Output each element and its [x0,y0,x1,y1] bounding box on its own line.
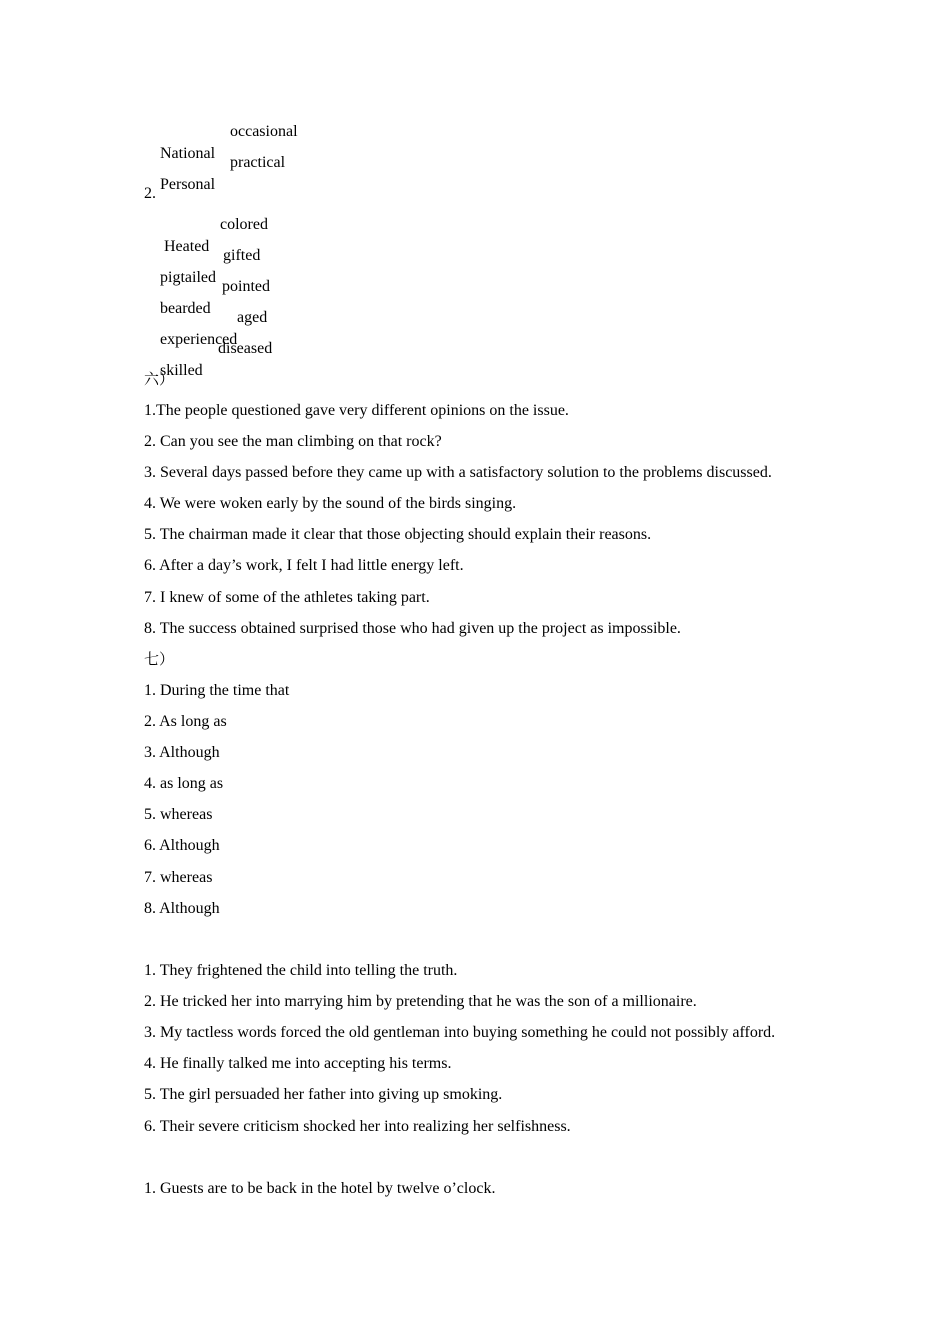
section-heading: 七） [144,650,175,668]
list-item: 1. They frightened the child into telling the truth. [144,962,458,979]
list-item: 2. As long as [144,713,227,730]
list-item: 5. The girl persuaded her father into giving up smoking. [144,1086,503,1103]
word-pair-row [148,214,268,255]
word-right: gifted [223,247,261,264]
list-item: 8. The success obtained surprised those who had given up the project as impossible. [144,620,681,637]
list-item: 4. He finally talked me into accepting his terms. [144,1055,452,1072]
list-item: 6. Their severe criticism shocked her into realizing her selfishness. [144,1118,571,1135]
item-number-label: 2. [144,185,156,202]
word-pair-row [144,307,268,348]
list-item: 7. I knew of some of the athletes taking part. [144,589,430,606]
list-item: 1. Guests are to be back in the hotel by twelve o’clock. [144,1180,496,1197]
list-item: 2. Can you see the man climbing on that rock? [144,433,442,450]
word-pair-row [144,121,298,162]
word-left: Personal [160,176,216,193]
word-left: bearded [160,300,211,317]
word-pair-row [144,245,261,286]
list-item: 4. as long as [144,775,224,792]
list-item: 5. The chairman made it clear that those objecting should explain their reasons. [144,526,652,543]
word-right: practical [230,154,286,171]
list-item: 1. During the time that [144,682,290,699]
list-item: 7. whereas [144,869,213,886]
word-right: aged [237,309,268,326]
word-right: diseased [218,340,273,357]
word-pair-row [144,276,270,317]
section-heading: 六） [144,370,175,388]
list-item: 6. Although [144,837,220,854]
word-right: colored [220,216,268,233]
word-left: skilled [160,362,203,379]
list-item: 3. Several days passed before they came up with a satisfactory solution to the problems discussed. [144,464,772,481]
list-item: 1.The people questioned gave very different opinions on the issue. [144,402,569,419]
word-left: pigtailed [160,269,216,286]
list-item: 5. whereas [144,806,213,823]
word-left: National [160,145,216,162]
list-item: 2. He tricked her into marrying him by pretending that he was the son of a millionaire. [144,993,697,1010]
word-pair-row [144,152,286,193]
list-item: 8. Although [144,900,220,917]
list-item: 3. Although [144,744,220,761]
list-item: 6. After a day’s work, I felt I had little energy left. [144,557,464,574]
word-right: occasional [230,123,298,140]
word-right: pointed [222,278,270,295]
list-item: 4. We were woken early by the sound of the birds singing. [144,495,517,512]
list-item: 3. My tactless words forced the old gentleman into buying something he could not possibly afford. [144,1024,776,1041]
word-left: Heated [164,238,210,255]
word-left: experienced [160,331,238,348]
